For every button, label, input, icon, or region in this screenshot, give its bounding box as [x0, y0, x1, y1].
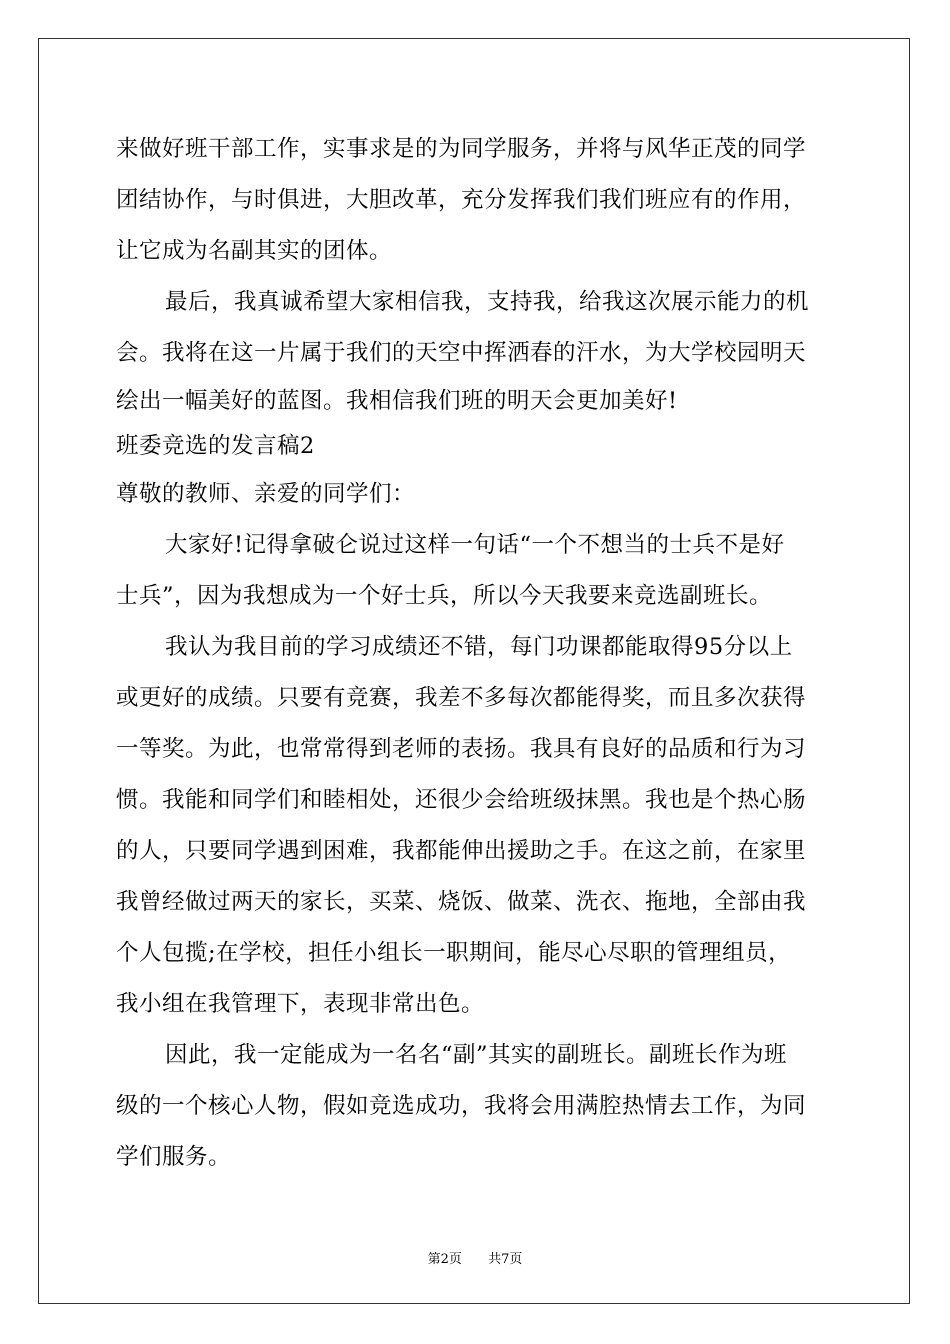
paragraph-line: 会。我将在这一片属于我们的天空中挥洒春的汗水，为大学校园明天: [116, 340, 807, 366]
paragraph-line: 团结协作，与时俱进，大胆改革，充分发挥我们我们班应有的作用，: [116, 187, 807, 213]
paragraph-line: 士兵”，因为我想成为一个好士兵，所以今天我要来竞选副班长。: [116, 583, 773, 609]
paragraph-line: 绘出一幅美好的蓝图。我相信我们班的明天会更加美好!: [116, 388, 678, 414]
paragraph-line: 我认为我目前的学习成绩还不错，每门功课都能取得95分以上: [165, 634, 793, 660]
paragraph-line: 的人，只要同学遇到困难，我都能伸出援助之手。在这之前，在家里: [116, 838, 807, 864]
section-heading: 班委竞选的发言稿2: [116, 433, 315, 459]
document-body: [116, 124, 836, 1183]
paragraph-line: 惯。我能和同学们和睦相处，还很少会给班级抹黑。我也是个热心肠: [116, 787, 807, 813]
paragraph-line: 因此，我一定能成为一名名“副”其实的副班长。副班长作为班: [165, 1042, 788, 1068]
page-footer: [0, 1248, 950, 1267]
page-number: 第2页: [427, 1252, 462, 1267]
paragraph-line: 个人包揽;在学校，担任小组长一职期间，能尽心尽职的管理组员，: [116, 940, 792, 966]
paragraph-line: 学们服务。: [116, 1144, 232, 1170]
paragraph-line: 一等奖。为此，也常常得到老师的表扬。我具有良好的品质和行为习: [116, 736, 807, 762]
salutation-line: 尊敬的教师、亲爱的同学们：: [116, 481, 416, 507]
paragraph-line: 级的一个核心人物，假如竞选成功，我将会用满腔热情去工作，为同: [116, 1093, 807, 1119]
paragraph-line: 来做好班干部工作，实事求是的为同学服务，并将与风华正茂的同学: [116, 136, 807, 162]
page-total: 共7页: [488, 1252, 523, 1267]
paragraph-line: 让它成为名副其实的团体。: [116, 238, 393, 264]
paragraph-line: 大家好!记得拿破仑说过这样一句话“一个不想当的士兵不是好: [165, 532, 785, 558]
paragraph-line: 我曾经做过两天的家长，买菜、烧饭、做菜、洗衣、拖地，全部由我: [116, 889, 807, 915]
paragraph-line: 或更好的成绩。只要有竞赛，我差不多每次都能得奖，而且多次获得: [116, 685, 807, 711]
paragraph-line: 最后，我真诚希望大家相信我，支持我，给我这次展示能力的机: [165, 289, 810, 315]
paragraph-line: 我小组在我管理下，表现非常出色。: [116, 991, 485, 1017]
